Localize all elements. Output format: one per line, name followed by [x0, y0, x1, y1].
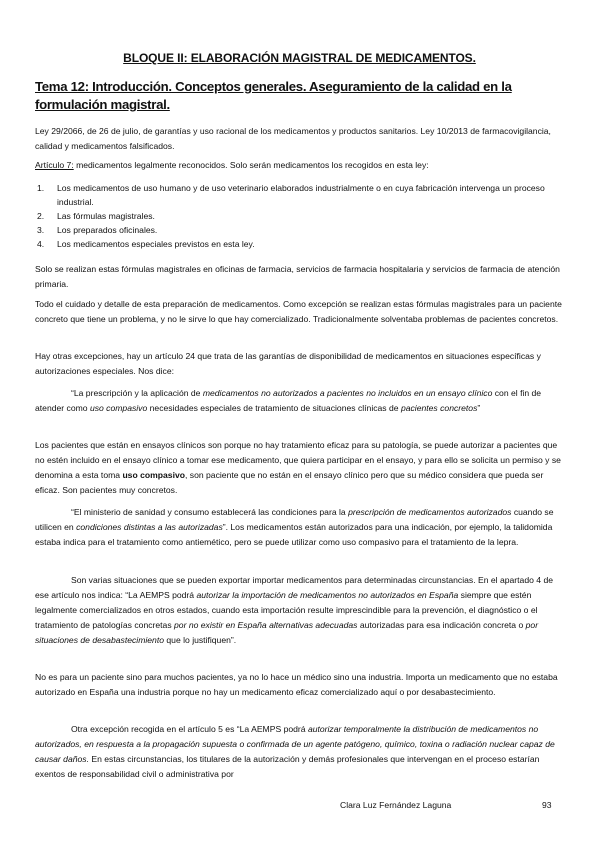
article-7-text: medicamentos legalmente reconocidos. Solo serán medicamentos los recogidos en esta ley:	[73, 160, 429, 170]
medicines-list	[35, 181, 565, 251]
list-item	[35, 237, 565, 251]
list-text: Los medicamentos de uso humano y de uso veterinario elaborados industrialmente o en cuya fabricación intervenga un proceso industrial.	[57, 183, 545, 207]
paragraph-exceptions: Hay otras excepciones, hay un artículo 24 que trata de las garantías de disponibilidad de medicamentos en situaciones específicas y autorizaciones especiales. Nos dice:	[35, 351, 541, 376]
paragraph-text: En estas circunstancias, los titulares de la autorización y demás profesionales que intervengan en el proceso estarían exentos de responsabilidad civil o administrativa por	[35, 754, 540, 779]
list-number: 2.	[37, 211, 45, 221]
paragraph-import	[35, 573, 565, 648]
paragraph-law: Ley 29/2066, de 26 de julio, de garantías y uso racional de los medicamentos y productos sanitarios. Ley 10/2013 de farmacovigilancia, calidad y medicamentos falsificados.	[35, 126, 551, 151]
list-text: Los medicamentos especiales previstos en esta ley.	[57, 239, 255, 249]
paragraph-text: que lo justifiquen”.	[164, 635, 237, 645]
list-item	[35, 181, 565, 209]
quote-emphasis: prescripción de medicamentos autorizados	[348, 507, 512, 517]
page-number: 93	[542, 800, 552, 810]
quote-text: ”. Los medicamentos están autorizados para una indicación, por ejemplo, la talidomida estaba indica para el tratamiento como antiemético, pero se puede utilizar como uso compasivo para el tratamiento de la lepra.	[35, 522, 553, 547]
footer-author: Clara Luz Fernández Laguna	[340, 800, 452, 810]
bold-term: uso compasivo	[122, 470, 185, 480]
paragraph-where: Solo se realizan estas fórmulas magistrales en oficinas de farmacia, servicios de farmacia hospitalaria y servicios de farmacia de atención primaria.	[35, 264, 560, 289]
list-text: Las fórmulas magistrales.	[57, 211, 155, 221]
list-number: 4.	[37, 239, 45, 249]
paragraph-emphasis: autorizar temporalmente la distribución de medicamentos no autorizados, en respuesta a la propagación supuesta o confirmada de un agente patógeno, químico, toxina o radiación nuclear capaz de causar daños.	[35, 724, 555, 764]
paragraph-text: Son varias situaciones que se pueden exportar importar medicamentos para determinadas circunstancias. En el apartado 4 de ese artículo nos indica: “La AEMPS podrá	[35, 575, 554, 600]
list-number: 3.	[37, 225, 45, 235]
quote-emphasis: medicamentos no autorizados a pacientes no incluidos en un ensayo clínico	[202, 388, 493, 398]
paragraph-text: Otra excepción recogida en el artículo 5 es “La AEMPS podrá	[71, 724, 308, 734]
paragraph-emphasis: autorizar la importación de medicamentos no autorizados en España	[196, 590, 459, 600]
list-number: 1.	[37, 183, 45, 193]
quote-text: “La prescripción y la aplicación de	[71, 388, 203, 398]
quote-emphasis: uso compasivo	[89, 403, 148, 413]
quote-text: ”	[477, 403, 481, 413]
quote-text: “El ministerio de sanidad y consumo establecerá las condiciones para la	[71, 507, 349, 517]
quote-compassionate-use	[35, 386, 565, 416]
paragraph-text: Los pacientes que están en ensayos clínicos son porque no hay tratamiento eficaz para su patología, se puede autorizar a pacientes que no estén incluido en el ensayo clínico a tomar ese medicamento, que quiera participar en el ensayo, y para ello se solicita un permiso y se denomina a esta toma	[35, 440, 561, 480]
quote-emphasis: pacientes concretos	[400, 403, 478, 413]
paragraph-clinical-trials	[35, 438, 565, 498]
list-item	[35, 209, 565, 223]
quote-text: necesidades especiales de tratamiento de situaciones clínicas de	[147, 403, 401, 413]
list-item	[35, 223, 565, 237]
paragraph-emphasis: por situaciones de desabastecimiento	[35, 620, 539, 645]
quote-text: cuando se utilicen en	[35, 507, 554, 532]
block-title: BLOQUE II: ELABORACIÓN MAGISTRAL DE MEDICAMENTOS.	[123, 51, 476, 65]
paragraph-text: , son paciente que no están en el ensayo clínico pero que su médico considera que pueda ser eficaz. Son pacientes muy concretos.	[35, 470, 544, 495]
paragraph-text: autorizadas para esa indicación concreta o	[357, 620, 526, 630]
quote-ministry	[35, 505, 565, 550]
quote-emphasis: condiciones distintas a las autorizadas	[76, 522, 223, 532]
topic-heading: Tema 12: Introducción. Conceptos generales. Aseguramiento de la calidad en la formulación magistral.	[35, 79, 512, 112]
paragraph-article-7	[35, 158, 565, 173]
paragraph-emphasis: por no existir en España alternativas adecuadas	[174, 620, 358, 630]
quote-text: con el fin de atender como	[35, 388, 542, 413]
list-text: Los preparados oficinales.	[57, 225, 158, 235]
article-7-label: Artículo 7:	[35, 160, 74, 170]
paragraph-industry: No es para un paciente sino para muchos pacientes, ya no lo hace un médico sino una industria. Importa un medicamento que no estaba autorizado en España una industria porque no hay un medicamento eficaz comercializado aquí o por desabastecimiento.	[35, 672, 558, 697]
paragraph-text: siempre que estén legalmente comercializados en otros estados, cuando esta importación resulte imprescindible para la prevención, el diagnóstico o el tratamiento de patologías concretas	[35, 590, 538, 630]
paragraph-temporary	[35, 722, 565, 782]
paragraph-care: Todo el cuidado y detalle de esta preparación de medicamentos. Como excepción se realizan estas fórmulas magistrales para un paciente concreto que tiene un problema, y no le sirve lo que hay comercializado. Tradicionalmente solventaba problemas de pacientes concretos.	[35, 299, 562, 324]
